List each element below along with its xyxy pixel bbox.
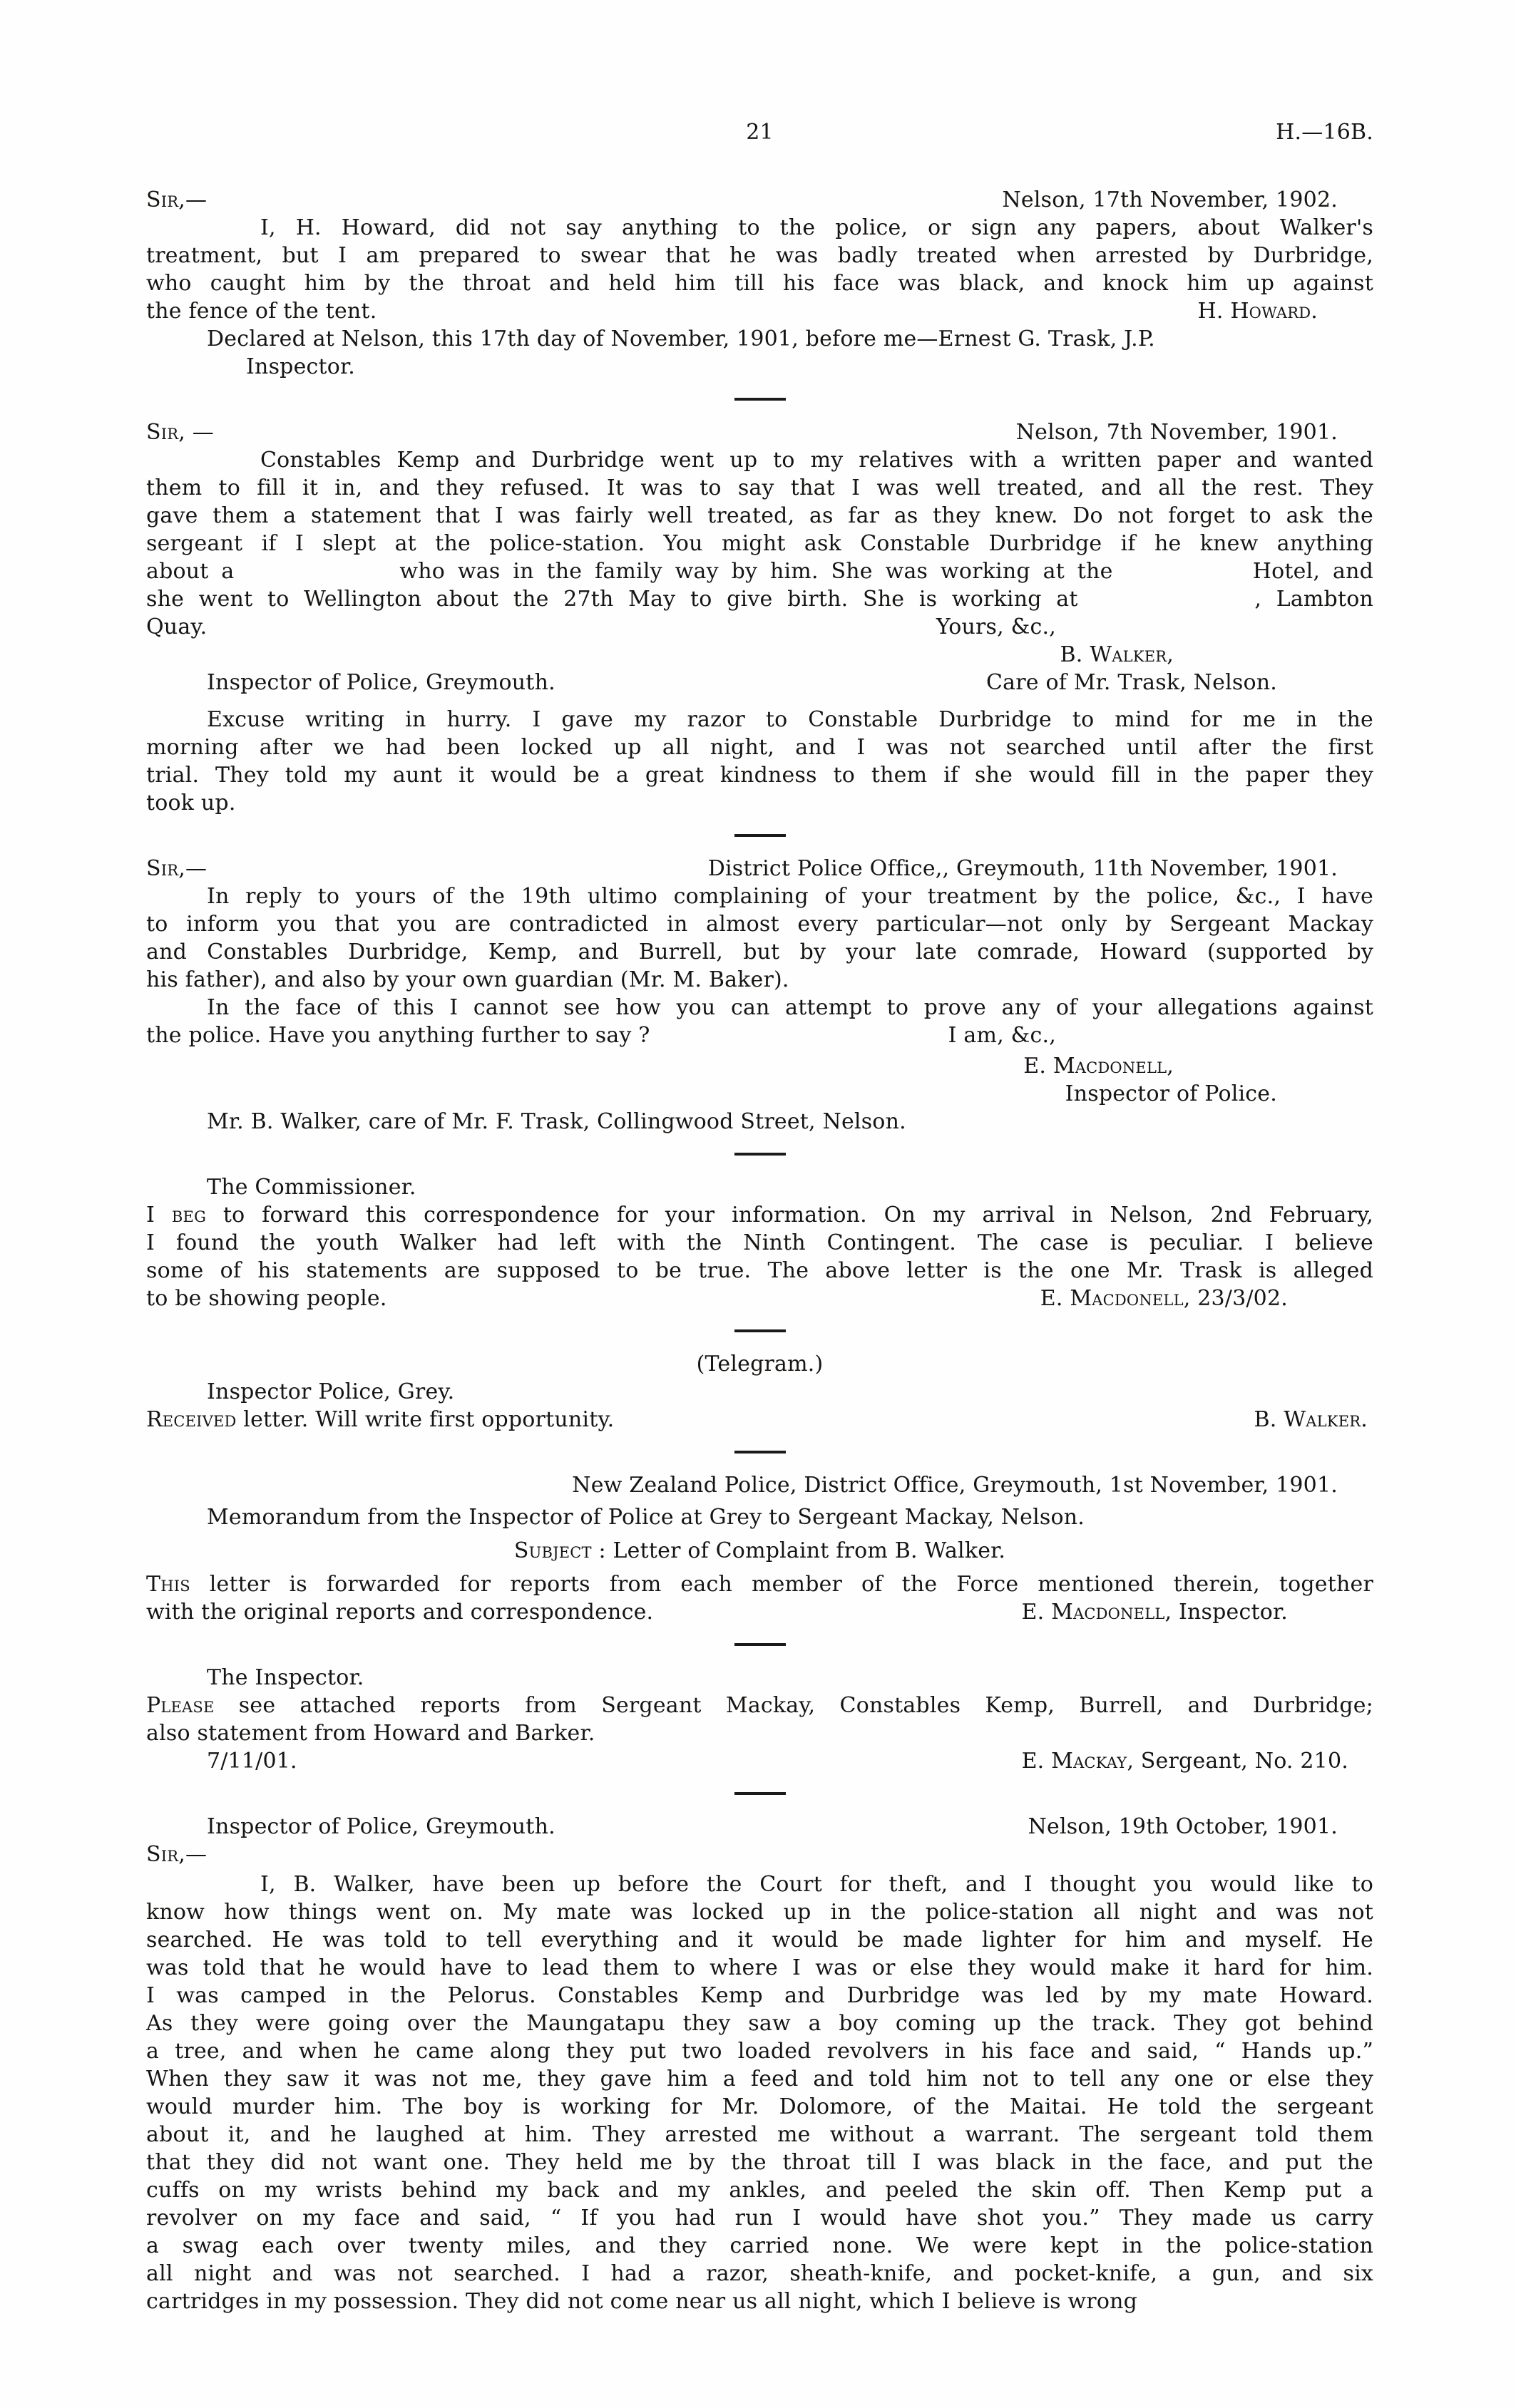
line-text: took up. [146,791,236,815]
line-text: When they saw it was not me, they gave him a feed and told him not to tell any one or else they [146,2067,1373,2091]
text-line [146,1537,1373,1565]
text-line [146,353,1373,381]
text-line [146,855,1373,883]
line-right-text: I am, &c., [948,1023,1056,1048]
section-divider [146,1779,1373,1807]
line-right-text: E. Macdonell, 23/3/02. [1040,1286,1288,1311]
text-line [146,883,1373,910]
line-text: a tree, and when he came along they put two loaded revolvers in his face and said, “ Hands up.” [146,2039,1373,2064]
text-line [146,1747,1373,1775]
text-line [146,938,1373,966]
small-caps-text: E. Mackay [1021,1749,1127,1774]
text-line [146,1570,1373,1598]
section-divider [146,821,1373,849]
line-text: Subject : Letter of Complaint from B. Walker. [513,1538,1006,1563]
text-line [146,2010,1373,2037]
text-line [146,557,1373,585]
text-line [146,966,1373,994]
text-line [146,761,1373,789]
text-line [146,446,1373,474]
text-line [146,734,1373,761]
line-text: Memorandum from the Inspector of Police at Grey to Sergeant Mackay, Nelson. [207,1505,1085,1530]
line-text: Mr. B. Walker, care of Mr. F. Trask, Collingwood Street, Nelson. [207,1109,906,1134]
text-line [146,1954,1373,1982]
line-text: the fence of the tent. [146,299,377,324]
line-text: some of his statements are supposed to be true. The above letter is the one Mr. Trask is alleged [146,1258,1373,1283]
line-text: Sir,— [146,187,208,212]
text-line [146,1598,1373,1626]
line-text: (Telegram.) [696,1352,824,1377]
line-text: morning after we had been locked up all night, and I was not searched until after the first [146,735,1373,760]
line-text: E. Macdonell, [1023,1054,1174,1079]
line-right-text: B. Walker. [1254,1407,1368,1432]
letter-howard-declaration [146,186,1373,413]
line-text: that they did not want one. They held me by the throat till I was black in the face, and put the [146,2150,1373,2175]
line-text: Received letter. Will write first opportunity. [146,1407,615,1432]
text-line [146,2204,1373,2232]
text-line [146,1503,1373,1531]
line-text: As they were going over the Maungatapu they saw a boy coming up the track. They got behind [146,2011,1373,2036]
line-text: Please see attached reports from Sergeant Mackay, Constables Kemp, Burrell, and Durbridge; [146,1693,1373,1718]
text-line [146,1898,1373,1926]
telegram [146,1350,1373,1466]
line-text: In the face of this I cannot see how you can attempt to prove any of your allegations against [207,995,1373,1020]
line-text: gave them a statement that I was fairly well treated, as far as they knew. Do not forget to ask the [146,503,1373,528]
line-text: treatment, but I am prepared to swear that he was badly treated when arrested by Durbridge, [146,243,1373,268]
small-caps-text: This [146,1572,190,1597]
note-mackay-reports [146,1664,1373,1807]
line-text: I, H. Howard, did not say anything to the police, or sign any papers, about Walker's [260,215,1373,240]
section-divider [146,385,1373,413]
line-right-text: H. Howard. [1197,299,1318,324]
text-line [146,186,1373,214]
line-text: who caught him by the throat and held him till his face was black, and knock him up against [146,271,1373,296]
line-text: searched. He was told to tell everything and it would be made lighter for him and myself. He [146,1928,1373,1952]
text-line [146,1022,1373,1049]
document-reference: H.—16B. [1276,120,1373,145]
text-line [146,1841,1373,1868]
text-line [146,1692,1373,1719]
line-text: and Constables Durbridge, Kemp, and Burrell, but by your late comrade, Howard (supported by [146,940,1373,964]
text-line [146,325,1373,353]
text-line [146,1406,1373,1434]
line-text: his father), and also by your own guardian (Mr. M. Baker). [146,967,789,992]
line-text: Constables Kemp and Durbridge went up to my relatives with a written paper and wanted [260,448,1373,473]
small-caps-text: E. Macdonell [1040,1286,1184,1311]
text-line [146,1471,1373,1499]
line-text: the police. Have you anything further to say ? [146,1023,650,1048]
line-text: Sir, — [146,420,214,445]
text-line [146,1926,1373,1954]
small-caps-text: Received [146,1407,237,1432]
line-text: revolver on my face and said, “ If you had run I would have shot you.” They made us carry [146,2206,1373,2231]
small-caps-text: beg [171,1203,207,1228]
text-line [146,613,1373,641]
line-text: cartridges in my possession. They did not come near us all night, which I believe is wrong [146,2289,1138,2314]
line-text: B. Walker, [1060,642,1174,667]
text-line [146,1108,1373,1136]
text-line [146,669,1373,696]
text-line [146,2037,1373,2065]
text-line [146,2176,1373,2204]
text-line [146,297,1373,325]
text-line [146,1664,1373,1692]
line-text: Declared at Nelson, this 17th day of November, 1901, before me—Ernest G. Trask, J.P. [207,326,1155,351]
letter-walker-7-november [146,418,1373,849]
document-sections [146,186,1373,2315]
text-line [146,214,1373,242]
line-text: to be showing people. [146,1286,387,1311]
text-line [146,706,1373,734]
text-line [146,2260,1373,2288]
page-number: 21 [746,120,774,145]
line-text: Sir,— [146,856,208,881]
small-caps-text: Subject [513,1538,592,1563]
text-line [146,641,1373,669]
text-line [146,1080,1373,1108]
text-line [146,789,1373,817]
small-caps-text: E. Macdonell [1021,1600,1165,1625]
line-text: to inform you that you are contradicted in almost every particular—not only by Sergeant Mackay [146,912,1373,937]
letter-walker-19-october [146,1813,1373,2315]
line-text: them to fill it in, and they refused. It was to say that I was well treated, and all the rest. They [146,475,1373,500]
line-text: also statement from Howard and Barker. [146,1721,595,1746]
small-caps-text: E. Macdonell [1023,1054,1167,1079]
section-divider [146,1317,1373,1344]
text-line [146,2232,1373,2260]
line-text: In reply to yours of the 19th ultimo complaining of your treatment by the police, &c., I have [207,884,1373,909]
section-divider [146,1140,1373,1168]
small-caps-text: H. Howard [1197,299,1311,324]
line-text: 7/11/01. [207,1749,297,1774]
line-text: about a who was in the family way by him. She was working at the Hotel, and [146,559,1373,584]
memo-to-mackay [146,1471,1373,1658]
line-right-text: Nelson, 19th October, 1901. [1028,1814,1338,1839]
text-line [146,502,1373,530]
line-text: she went to Wellington about the 27th May to give birth. She is working at , Lambton [146,587,1373,612]
text-line [146,2065,1373,2093]
line-text: Inspector of Police, Greymouth. [207,670,555,695]
line-right-text: Yours, &c., [936,614,1056,639]
text-line [146,418,1373,446]
line-text: Inspector Police, Grey. [207,1379,455,1404]
text-line [146,1257,1373,1285]
text-line [146,474,1373,502]
text-line [146,1982,1373,2010]
line-text: with the original reports and correspondence. [146,1600,654,1625]
text-line [146,1052,1373,1080]
line-text: Excuse writing in hurry. I gave my razor to Constable Durbridge to mind for me in the [207,707,1373,732]
line-text: Sir,— [146,1842,208,1867]
text-line [146,1201,1373,1229]
small-caps-text: B. Walker [1254,1407,1361,1432]
text-line [146,1285,1373,1312]
small-caps-text: Sir [146,1842,179,1867]
text-line [146,910,1373,938]
letter-macdonell-reply [146,855,1373,1168]
line-text: trial. They told my aunt it would be a great kindness to them if she would fill in the paper they [146,763,1373,788]
small-caps-text: Sir [146,420,179,445]
text-line [146,1173,1373,1201]
line-text: I, B. Walker, have been up before the Court for theft, and I thought you would like to [260,1872,1373,1897]
section-divider [146,1438,1373,1466]
text-line [146,2288,1373,2315]
small-caps-text: Sir [146,187,179,212]
text-line [146,1378,1373,1406]
text-line [146,1350,1373,1378]
text-line [146,242,1373,269]
line-text: Quay. [146,614,208,639]
text-line [146,994,1373,1022]
line-text: Inspector. [246,354,356,379]
line-right-text: District Police Office,, Greymouth, 11th November, 1901. [707,856,1338,881]
text-line [146,585,1373,613]
line-right-text: E. Mackay, Sergeant, No. 210. [1021,1749,1348,1774]
text-line [146,530,1373,557]
text-line [146,1871,1373,1898]
small-caps-text: Sir [146,856,179,881]
line-text: a swag each over twenty miles, and they carried none. We were kept in the police-station [146,2233,1373,2258]
line-text: Inspector of Police, Greymouth. [207,1814,555,1839]
text-line [146,2121,1373,2149]
line-right-text: Nelson, 7th November, 1901. [1015,420,1338,445]
small-caps-text: Please [146,1693,215,1718]
line-text: This letter is forwarded for reports from each member of the Force mentioned therein, together [146,1572,1373,1597]
section-divider [146,1630,1373,1658]
line-text: about it, and he laughed at him. They arrested me without a warrant. The sergeant told them [146,2122,1373,2147]
page-content [146,0,1373,2315]
line-text: The Commissioner. [207,1175,416,1200]
small-caps-text: B. Walker [1060,642,1167,667]
line-text: The Inspector. [207,1665,364,1690]
line-text: Inspector of Police. [1065,1081,1277,1106]
text-line [146,1229,1373,1257]
line-text: cuffs on my wrists behind my back and my ankles, and peeled the skin off. Then Kemp put a [146,2178,1373,2203]
line-right-text: E. Macdonell, Inspector. [1021,1600,1288,1625]
line-text: I was camped in the Pelorus. Constables Kemp and Durbridge was led by my mate Howard. [146,1983,1373,2008]
text-line [146,1813,1373,1841]
line-right-text: Care of Mr. Trask, Nelson. [985,670,1277,695]
line-right-text: Nelson, 17th November, 1902. [1002,187,1338,212]
page-header [146,118,1373,146]
text-line [146,2093,1373,2121]
line-text: sergeant if I slept at the police-station. You might ask Constable Durbridge if he knew anything [146,531,1373,556]
text-line [146,269,1373,297]
line-text: know how things went on. My mate was locked up in the police-station all night and was not [146,1900,1373,1925]
text-line [146,1719,1373,1747]
line-text: I found the youth Walker had left with the Ninth Contingent. The case is peculiar. I believe [146,1230,1373,1255]
text-line [146,2149,1373,2176]
memo-to-commissioner [146,1173,1373,1344]
line-text: I beg to forward this correspondence for your information. On my arrival in Nelson, 2nd February, [146,1203,1373,1228]
line-text: was told that he would have to lead them to where I was or else they would make it hard for him. [146,1955,1373,1980]
line-text: would murder him. The boy is working for Mr. Dolomore, of the Maitai. He told the sergeant [146,2094,1373,2119]
line-text: New Zealand Police, District Office, Greymouth, 1st November, 1901. [572,1473,1338,1498]
line-text: all night and was not searched. I had a razor, sheath-knife, and pocket-knife, a gun, and six [146,2261,1373,2286]
